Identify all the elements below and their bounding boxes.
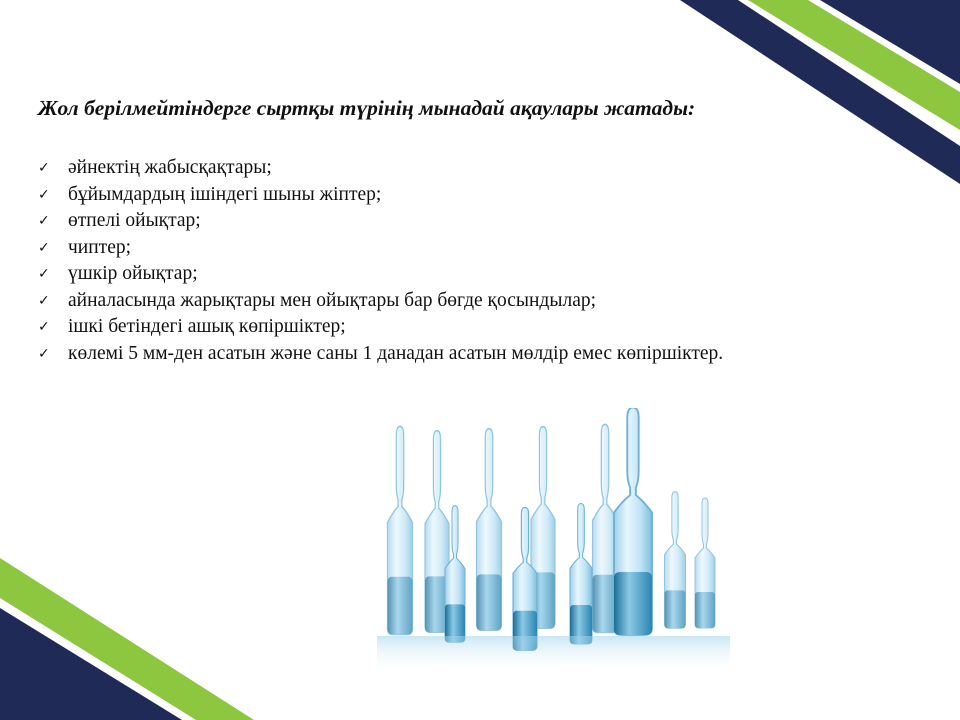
list-item xyxy=(38,314,723,341)
check-icon: ✓ xyxy=(38,213,50,229)
list-item xyxy=(38,288,723,315)
list-item-text: өтпелі ойықтар; xyxy=(68,210,201,231)
list-item-text: ішкі бетіндегі ашық көпіршіктер; xyxy=(68,316,346,337)
slide-title: Жол берілмейтіндерге сыртқы түрінің мынадай ақаулары жатады: xyxy=(38,96,696,120)
list-item xyxy=(38,208,723,235)
list-item xyxy=(38,261,723,288)
check-icon: ✓ xyxy=(38,266,50,282)
check-icon: ✓ xyxy=(38,292,50,309)
photo-reflection xyxy=(377,636,730,674)
back-row-ampoules xyxy=(388,424,716,634)
list-item xyxy=(38,182,723,209)
list-item xyxy=(38,155,723,182)
list-item xyxy=(38,235,723,262)
defect-list xyxy=(38,155,723,367)
ampoules-photo xyxy=(377,408,730,674)
list-item-text: чиптер; xyxy=(68,236,132,258)
list-item-text: бұйымдардың ішіндегі шыны жіптер; xyxy=(68,183,382,205)
list-item-text: үшкір ойықтар; xyxy=(68,263,198,284)
list-item-text: көлемі 5 мм-ден асатын және саны 1 данадан асатын мөлдір емес көпіршіктер. xyxy=(68,342,724,364)
list-item xyxy=(38,341,723,368)
check-icon: ✓ xyxy=(38,345,50,362)
check-icon: ✓ xyxy=(38,319,50,335)
check-icon: ✓ xyxy=(38,160,50,176)
check-icon: ✓ xyxy=(38,186,50,203)
list-item-text: айналасында жарықтары мен ойықтары бар бөгде қосындылар; xyxy=(68,289,597,311)
check-icon: ✓ xyxy=(38,239,50,256)
list-item-text: әйнектің жабысқақтары; xyxy=(68,157,272,178)
